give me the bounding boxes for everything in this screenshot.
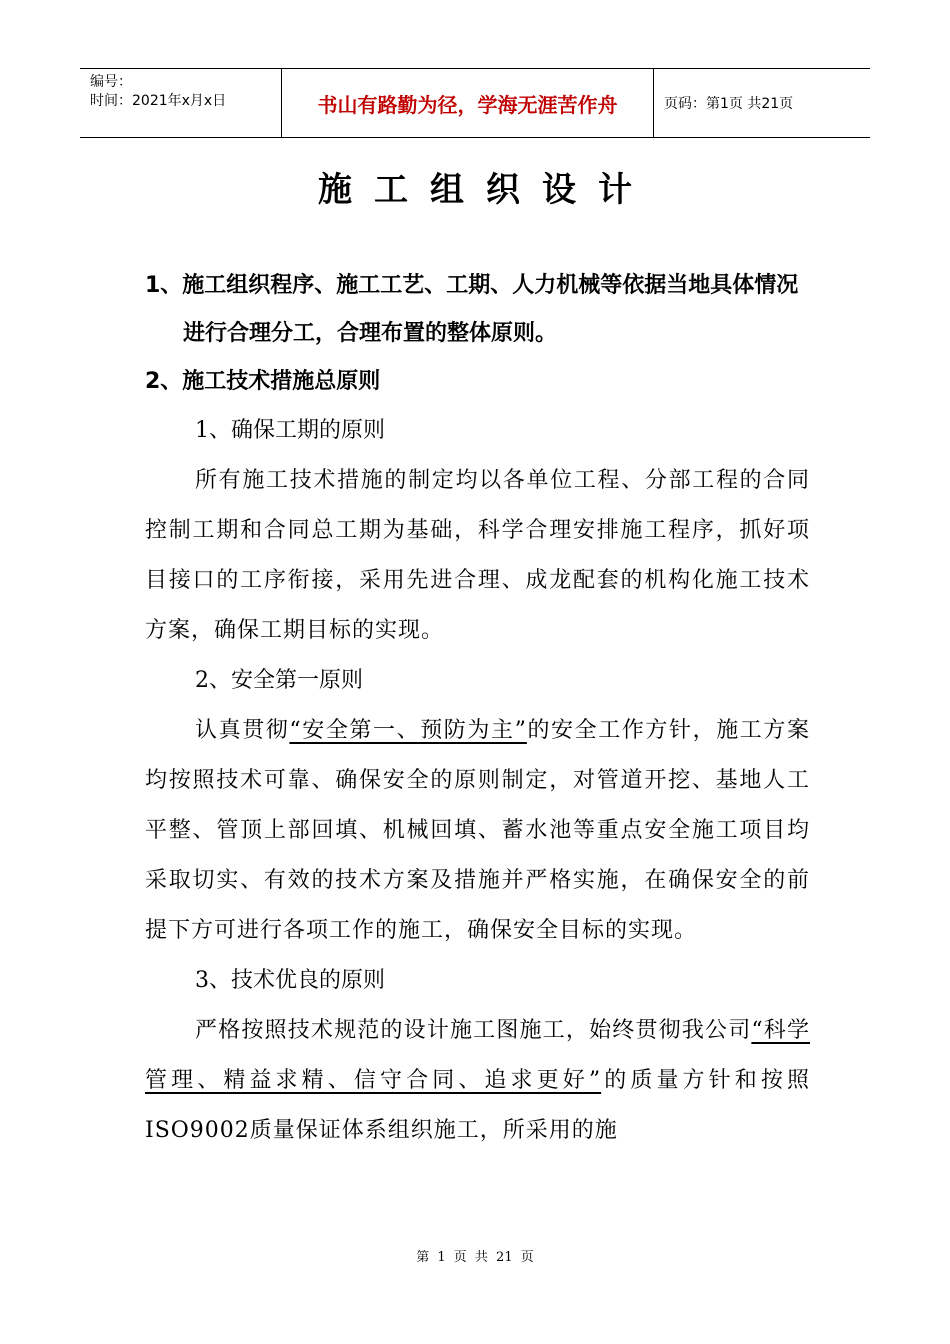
item-1-text: 所有施工技术措施的制定均以各单位工程、分部工程的合同控制工期和合同总工期为基础，科学合理安排施工程序，抓好项目接口的工序衔接，采用先进合理、成龙配套的机构化施工技术方案，确保工期目标的实现。 (145, 468, 810, 643)
date-label: 时间：2021年x月x日 (90, 93, 227, 109)
document-title: 施工组织设计 (318, 170, 654, 210)
item-2-post: 的安全工作方针，施工方案均按照技术可靠、确保安全的原则制定，对管道开挖、基地人工平整、管顶上部回填、机械回填、蓄水池等重点安全施工项目均采取切实、有效的技术方案及措施并严格实施，在确保安全的前提下方可进行各项工作的施工，确保安全目标的实现。 (145, 718, 810, 943)
document-body (145, 262, 810, 1156)
section-1-heading: 1、施工组织程序、施工工艺、工期、人力机械等依据当地具体情况进行合理分工，合理布置的整体原则。 (145, 273, 799, 346)
item-3-text (145, 1006, 810, 1156)
page-footer: 第 1 页 共 21 页 (416, 1250, 534, 1265)
item-2-pre: 认真贯彻 (195, 718, 290, 743)
section-2-heading: 2、施工技术措施总原则 (145, 369, 381, 394)
header-motto: 书山有路勤为径，学海无涯苦作舟 (282, 69, 654, 137)
item-3-title: 3、技术优良的原则 (195, 968, 385, 993)
number-label: 编号： (90, 74, 132, 90)
item-3-quote: “科学管理、精益求精、信守合同、追求更好” (145, 1018, 810, 1093)
header-table (80, 68, 870, 138)
item-3-post: 的质量方针和按照ISO9002质量保证体系组织施工，所采用的施 (145, 1068, 810, 1143)
item-2-text (145, 706, 810, 956)
item-3-pre: 严格按照技术规范的设计施工图施工，始终贯彻我公司 (195, 1018, 752, 1043)
header-meta (80, 69, 282, 137)
header-page-info: 页码：第1页 共21页 (664, 96, 794, 112)
item-2-quote: “安全第一、预防为主” (289, 718, 527, 743)
item-1-title: 1、确保工期的原则 (195, 418, 385, 443)
item-2-title: 2、安全第一原则 (195, 668, 363, 693)
